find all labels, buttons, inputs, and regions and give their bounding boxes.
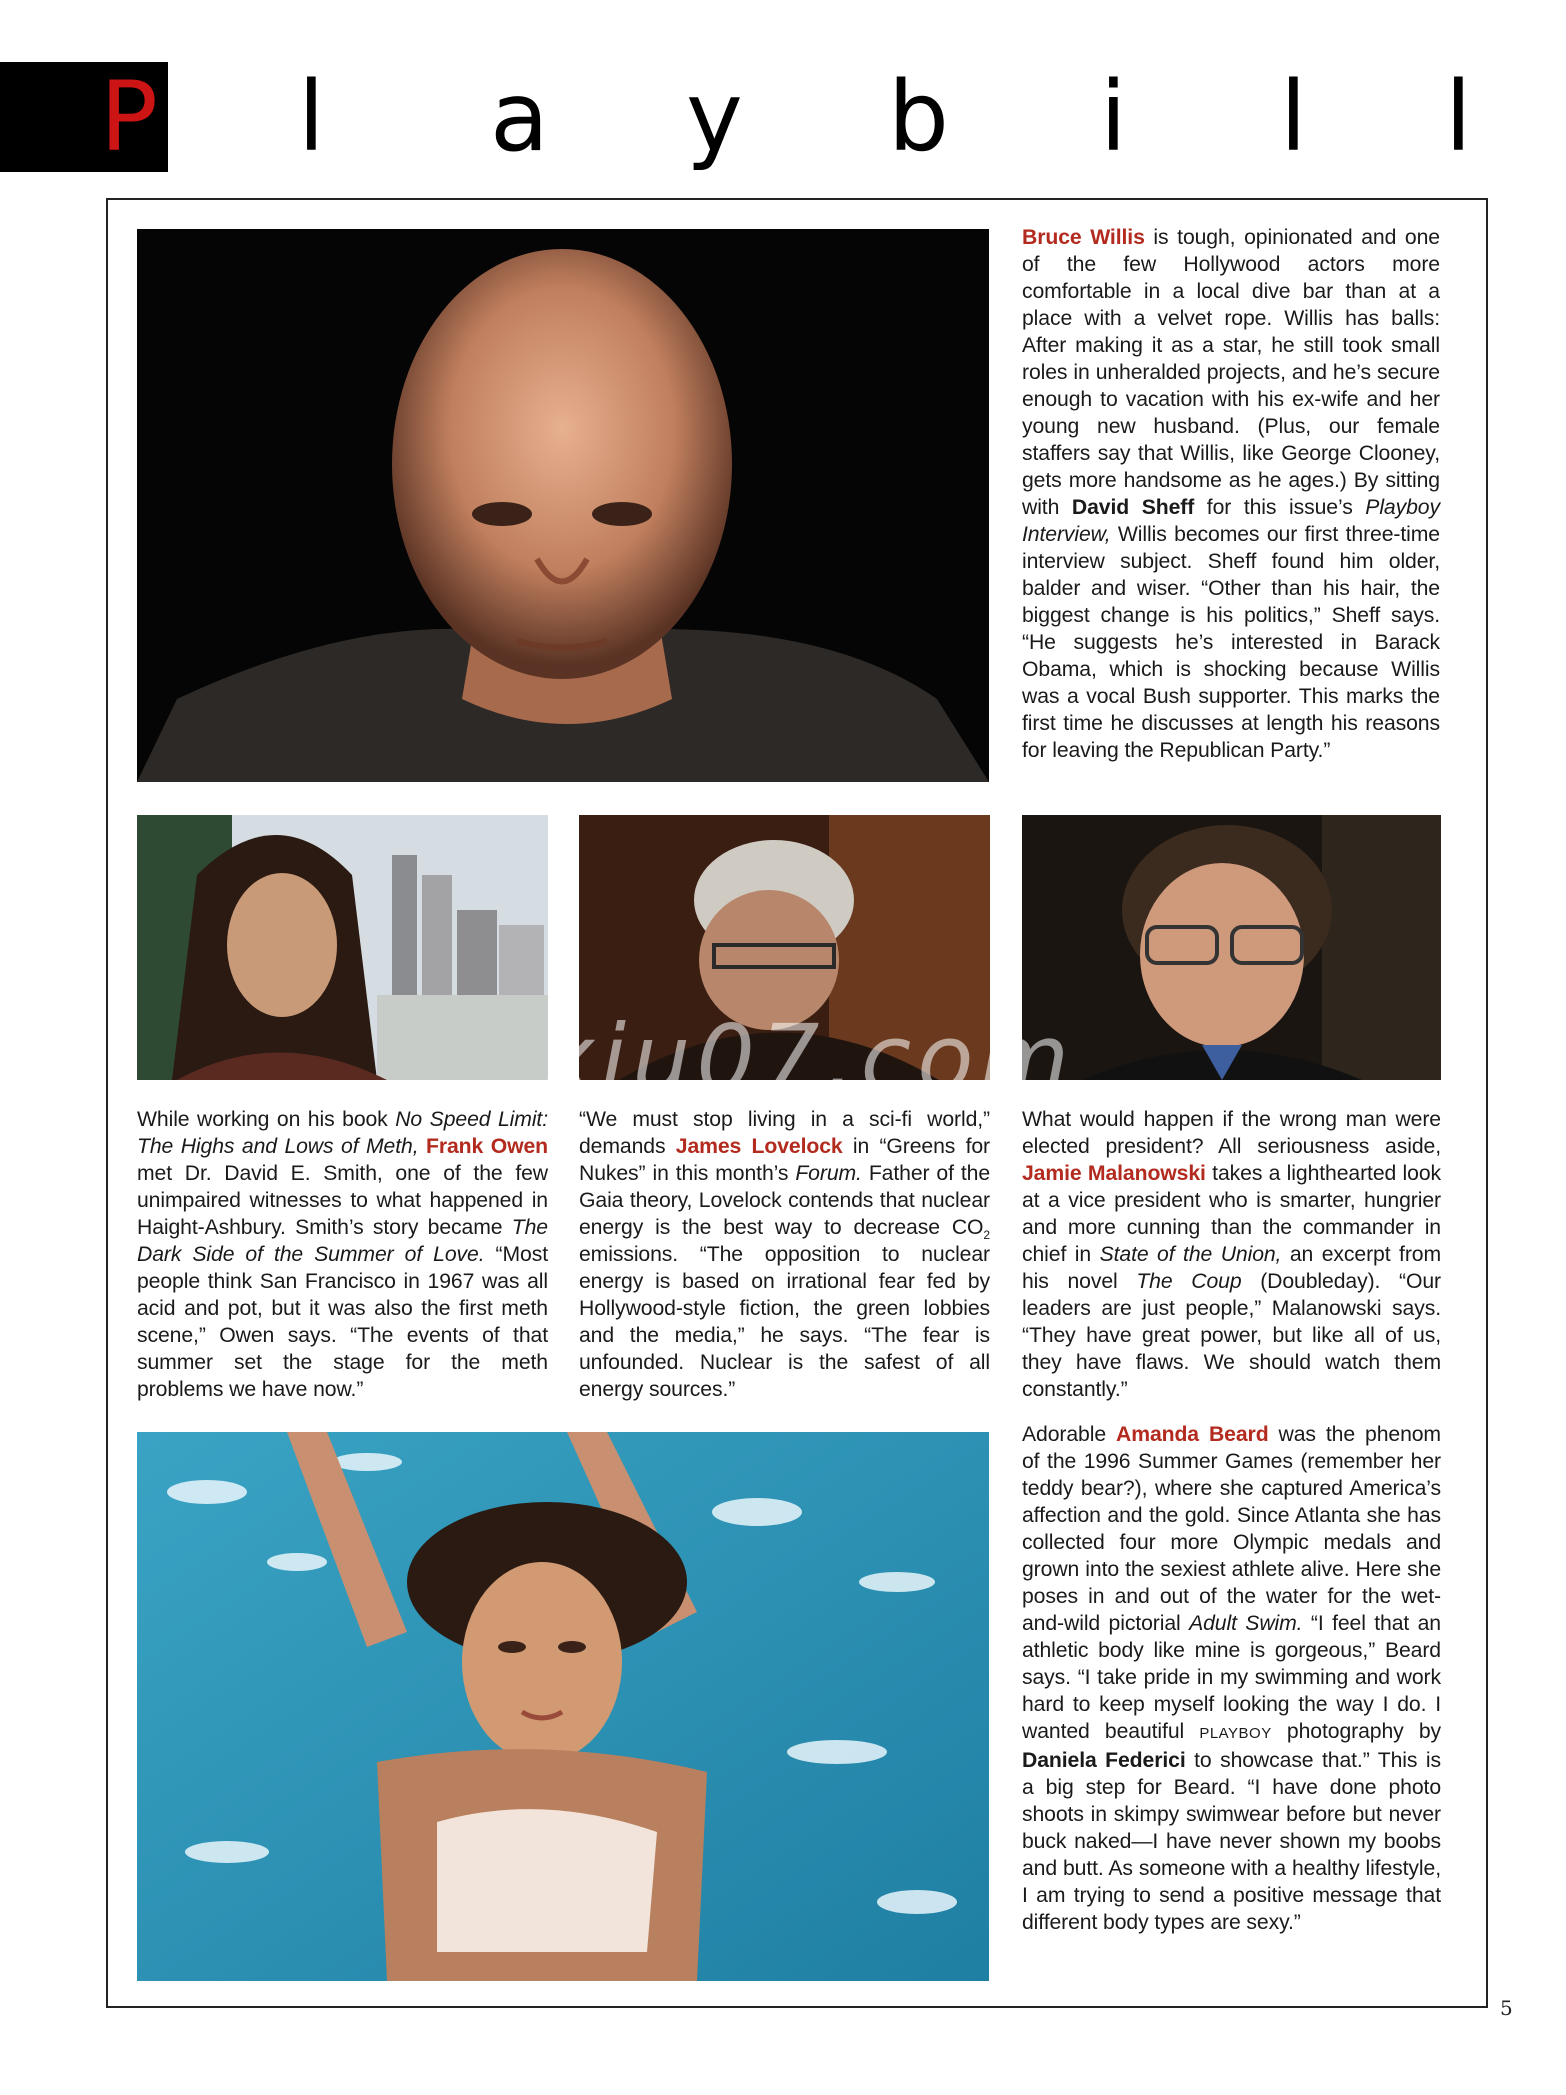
title-letter-p: P bbox=[100, 61, 158, 173]
bruce-willis-story: Bruce Willis is tough, opinionated and one of the few Hollywood actors more comfortable in a local dive bar than at a place with a velvet rope. Willis has balls: After making it as a star, he still took small roles in unheralded projects, and he’s secure enough to vacation with his ex-wife and her young new husband. (Plus, our female staffers say that Willis, like George Clooney, gets more handsome as he ages.) By sitting with David Sheff for this issue’s Playboy Interview, Willis becomes our first three-time interview subject. Sheff found him older, balder and wiser. “Other than his hair, the biggest change is his politics,” Sheff says. “He suggests he’s interested in Barack Obama, which is shocking because Willis was a vocal Bush supporter. This marks the first time he discusses at length his reasons for leaving the Republican Party.” bbox=[1022, 226, 1440, 762]
state-of-the-union-title: State of the Union, bbox=[1099, 1243, 1282, 1266]
title-letter-b: b bbox=[888, 61, 949, 173]
watermark: xiu07.com bbox=[540, 1005, 1076, 1112]
daniela-federici-name: Daniela Federici bbox=[1022, 1749, 1186, 1772]
frank-owen-name: Frank Owen bbox=[426, 1135, 548, 1158]
amanda-beard-name: Amanda Beard bbox=[1116, 1423, 1269, 1446]
title-letter-y: y bbox=[686, 61, 743, 173]
bruce-willis-name: Bruce Willis bbox=[1022, 226, 1145, 249]
no-speed-limit-title: No Speed Limit: The Highs and Lows of Meth, bbox=[137, 1108, 549, 1158]
title-letter-l2: l bbox=[1280, 61, 1307, 173]
frank-owen-story: While working on his book No Speed Limit: The Highs and Lows of Meth, Frank Owen met Dr. David E. Smith, one of the few unimpaired witnesses to what happened in Haight-Ashbury. Smith’s story became The Dark Side of the Summer of Love. “Most people think San Francisco in 1967 was all acid and pot, but it was also the first meth scene,” Owen says. “The events of that summer set the stage for the meth problems we have now.” bbox=[137, 1108, 549, 1401]
jamie-malanowski-name: Jamie Malanowski bbox=[1022, 1162, 1206, 1185]
title-letter-l3: l bbox=[1445, 61, 1472, 173]
david-sheff-name: David Sheff bbox=[1071, 496, 1195, 519]
amanda-beard-story: Adorable Amanda Beard was the phenom of the 1996 Summer Games (remember her teddy bear?), where she captured America’s affection and the gold. Since Atlanta she has collected four more Olympic medals and grown into the sexiest athlete alive. Here she poses in and out of the water for the wet-and-wild pictorial Adult Swim. “I feel that an athletic body like mine is gorgeous,” Beard says. “I take pride in my swimming and work hard to keep myself looking the way I do. I wanted beautiful PLAYBOY photography by Daniela Federici to showcase that.” This is a big step for Beard. “I have done photo shoots in skimpy swimwear before but never buck naked—I have never shown my boobs and butt. As someone with a healthy lifestyle, I am trying to send a positive message that different body types are sexy.” bbox=[1022, 1423, 1441, 1934]
jamie-malanowski-story: What would happen if the wrong man were elected president? All seriousness aside, Jamie Malanowski takes a lighthearted look at a vice president who is smarter, hungrier and more cunning than the commander in chief in State of the Union, an excerpt from his novel The Coup (Doubleday). “Our leaders are just people,” Malanowski says. “They have great power, but like all of us, they have flaws. We should watch them constantly.” bbox=[1022, 1108, 1442, 1401]
dark-side-title: The Dark Side of the Summer of Love. bbox=[137, 1216, 548, 1266]
amanda-beard-photo bbox=[137, 1432, 989, 1981]
page-number: 5 bbox=[1500, 1996, 1513, 2020]
playboy-interview-title: Playboy Interview, bbox=[1022, 496, 1440, 546]
adult-swim-title: Adult Swim. bbox=[1189, 1612, 1303, 1635]
forum-title: Forum. bbox=[795, 1162, 862, 1185]
frank-owen-photo bbox=[137, 815, 548, 1080]
title-letter-i: i bbox=[1100, 61, 1127, 173]
james-lovelock-name: James Lovelock bbox=[675, 1135, 843, 1158]
the-coup-title: The Coup bbox=[1136, 1270, 1242, 1293]
title-letter-a: a bbox=[490, 61, 549, 173]
title-letter-l1: l bbox=[298, 61, 325, 173]
bruce-willis-photo bbox=[137, 229, 989, 782]
jamie-malanowski-photo bbox=[1022, 815, 1441, 1080]
james-lovelock-story: “We must stop living in a sci-fi world,” demands James Lovelock in “Greens for Nukes” in this month’s Forum. Father of the Gaia theory, Lovelock contends that nuclear energy is the best way to decrease $CO_2$ emissions. “The opposition to nuclear energy is based on irrational fear fed by Hollywood-style fiction, the green lobbies and the media,” he says. “The fear is unfounded. Nuclear is the safest of all energy sources.” bbox=[579, 1108, 991, 1401]
playboy-brand: PLAYBOY bbox=[1199, 1725, 1272, 1742]
